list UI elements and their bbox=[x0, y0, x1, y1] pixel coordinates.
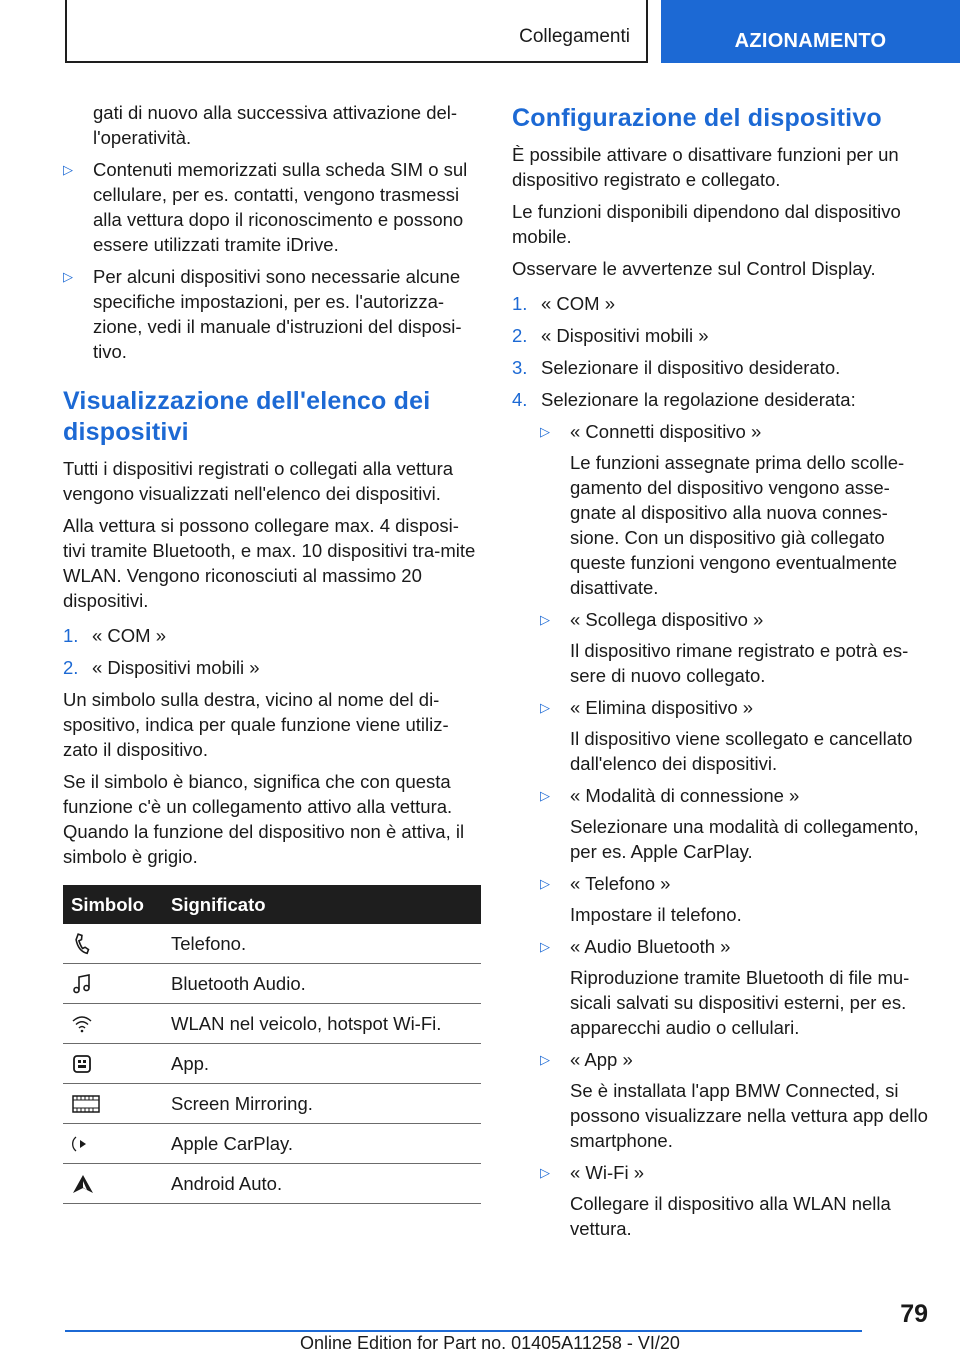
option-label: « Elimina dispositivo » bbox=[570, 697, 754, 718]
table-row bbox=[63, 924, 481, 964]
triangle-bullet-icon: ▷ bbox=[63, 162, 73, 177]
step-text: « COM » bbox=[92, 625, 167, 646]
option-label: « Modalità di connessione » bbox=[570, 785, 800, 806]
option-item bbox=[540, 934, 930, 1040]
option-description: Il dispositivo viene scollegato e cancellato dall'elenco dei dispositivi. bbox=[570, 728, 913, 774]
table-cell-meaning: App. bbox=[171, 1044, 481, 1084]
option-item bbox=[540, 695, 930, 776]
step-number: 3. bbox=[512, 357, 528, 378]
triangle-bullet-icon: ▷ bbox=[63, 269, 73, 284]
table-cell-meaning: Telefono. bbox=[171, 924, 481, 964]
option-label: « Scollega dispositivo » bbox=[570, 609, 764, 630]
table-cell-meaning: Apple CarPlay. bbox=[171, 1124, 481, 1164]
device-config-heading: Configurazione del dispositivo bbox=[512, 104, 882, 132]
option-description: Riproduzione tramite Bluetooth di file mu-sicali salvati su dispositivi esterni, per es. apparecchi audio o cellulari. bbox=[570, 967, 910, 1038]
paragraph: Tutti i dispositivi registrati o collegati alla vettura vengono visualizzati nell'elenco dei dispositivi. bbox=[63, 458, 454, 504]
option-label: « Telefono » bbox=[570, 873, 671, 894]
table-row bbox=[63, 964, 481, 1004]
paragraph: Osservare le avvertenze sul Control Display. bbox=[512, 258, 876, 279]
music-note-icon bbox=[71, 973, 93, 995]
step-text: Selezionare il dispositivo desiderato. bbox=[541, 357, 841, 378]
option-item bbox=[540, 871, 930, 927]
intro-continuation: gati di nuovo alla successiva attivazione del-l'operatività. bbox=[93, 102, 458, 148]
table-cell-meaning: Bluetooth Audio. bbox=[171, 964, 481, 1004]
option-item bbox=[540, 1047, 930, 1153]
android-auto-icon bbox=[71, 1173, 95, 1195]
triangle-bullet-icon: ▷ bbox=[540, 1052, 550, 1067]
right-column bbox=[512, 100, 930, 1248]
option-item bbox=[540, 783, 930, 864]
table-cell-meaning: Screen Mirroring. bbox=[171, 1084, 481, 1124]
option-item bbox=[540, 1160, 930, 1241]
table-row bbox=[63, 1084, 481, 1124]
screen-mirroring-icon bbox=[71, 1093, 101, 1115]
step-item bbox=[512, 387, 930, 412]
left-column bbox=[63, 100, 481, 1204]
option-label: « App » bbox=[570, 1049, 633, 1070]
carplay-icon bbox=[71, 1133, 93, 1155]
footer-divider bbox=[65, 1330, 862, 1332]
table-row bbox=[63, 1124, 481, 1164]
option-description: Impostare il telefono. bbox=[570, 904, 742, 925]
table-cell-meaning: Android Auto. bbox=[171, 1164, 481, 1204]
symbol-table bbox=[63, 885, 481, 1204]
step-item bbox=[512, 355, 930, 380]
triangle-bullet-icon: ▷ bbox=[540, 1165, 550, 1180]
option-label: « Audio Bluetooth » bbox=[570, 936, 731, 957]
option-label: « Wi-Fi » bbox=[570, 1162, 644, 1183]
column-header-meaning: Significato bbox=[171, 885, 481, 924]
option-description: Selezionare una modalità di collegamento, per es. Apple CarPlay. bbox=[570, 816, 919, 862]
step-number: 2. bbox=[63, 657, 79, 678]
table-row bbox=[63, 1044, 481, 1084]
step-number: 2. bbox=[512, 325, 528, 346]
paragraph: Alla vettura si possono collegare max. 4 disposi-tivi tramite Bluetooth, e max. 10 dispositivi tra-mite WLAN. Vengono riconosciuti al massimo 20 dispositivi. bbox=[63, 515, 476, 611]
page-number: 79 bbox=[900, 1300, 928, 1328]
triangle-bullet-icon: ▷ bbox=[540, 612, 550, 627]
option-description: Se è installata l'app BMW Connected, si possono visualizzare nella vettura app dello smartphone. bbox=[570, 1080, 928, 1151]
paragraph: Un simbolo sulla destra, vicino al nome del di-spositivo, indica per quale funzione viene utiliz-zato il dispositivo. bbox=[63, 689, 449, 760]
step-text: Selezionare la regolazione desiderata: bbox=[541, 389, 856, 410]
bullet-text: Per alcuni dispositivi sono necessarie alcune specifiche impostazioni, per es. l'autorizza-zione, vedi il manuale d'istruzioni del disposi-tivo. bbox=[93, 266, 462, 362]
triangle-bullet-icon: ▷ bbox=[540, 700, 550, 715]
table-row bbox=[63, 1004, 481, 1044]
chapter-title: AZIONAMENTO bbox=[734, 30, 887, 52]
option-description: Collegare il dispositivo alla WLAN nella vettura. bbox=[570, 1193, 891, 1239]
step-text: « Dispositivi mobili » bbox=[92, 657, 260, 678]
triangle-bullet-icon: ▷ bbox=[540, 939, 550, 954]
wifi-icon bbox=[71, 1013, 93, 1035]
step-text: « COM » bbox=[541, 293, 616, 314]
option-description: Le funzioni assegnate prima dello scolle-gamento del dispositivo vengono asse-gnate al dispositivo alla nuova connes-sione. Con un dispositivo già collegato queste funzioni vengono eventualmente disattivate. bbox=[570, 452, 905, 598]
bullet-item bbox=[63, 264, 481, 364]
triangle-bullet-icon: ▷ bbox=[540, 424, 550, 439]
paragraph: Le funzioni disponibili dipendono dal dispositivo mobile. bbox=[512, 201, 901, 247]
chapter-tab bbox=[661, 0, 960, 63]
option-item bbox=[540, 419, 930, 600]
bullet-item bbox=[63, 157, 481, 257]
section-title: Collegamenti bbox=[519, 26, 630, 47]
paragraph: Se il simbolo è bianco, significa che con questa funzione c'è un collegamento attivo alla vettura. Quando la funzione del dispositivo non è attiva, il simbolo è grigio. bbox=[63, 771, 465, 867]
column-header-symbol: Simbolo bbox=[63, 885, 171, 924]
paragraph: È possibile attivare o disattivare funzioni per un dispositivo registrato e collegato. bbox=[512, 144, 899, 190]
app-icon bbox=[71, 1053, 93, 1075]
table-row bbox=[63, 1164, 481, 1204]
step-item bbox=[63, 623, 481, 648]
step-item bbox=[512, 291, 930, 316]
triangle-bullet-icon: ▷ bbox=[540, 876, 550, 891]
option-label: « Connetti dispositivo » bbox=[570, 421, 762, 442]
step-number: 1. bbox=[63, 625, 79, 646]
step-text: « Dispositivi mobili » bbox=[541, 325, 709, 346]
option-item bbox=[540, 607, 930, 688]
step-item bbox=[63, 655, 481, 680]
edition-footer: Online Edition for Part no. 01405A11258 - VI/20 bbox=[300, 1333, 680, 1353]
step-number: 4. bbox=[512, 389, 528, 410]
triangle-bullet-icon: ▷ bbox=[540, 788, 550, 803]
bullet-text: Contenuti memorizzati sulla scheda SIM o sul cellulare, per es. contatti, vengono trasmessi alla vettura dopo il riconoscimento e possono essere utilizzati tramite iDrive. bbox=[93, 159, 468, 255]
step-item bbox=[512, 323, 930, 348]
option-description: Il dispositivo rimane registrato e potrà es-sere di nuovo collegato. bbox=[570, 640, 909, 686]
device-list-heading: Visualizzazione dell'elenco dei dispositivi bbox=[63, 387, 431, 446]
table-cell-meaning: WLAN nel veicolo, hotspot Wi-Fi. bbox=[171, 1004, 481, 1044]
table-header-row bbox=[63, 885, 481, 924]
phone-icon bbox=[71, 933, 93, 955]
header-section-box bbox=[65, 0, 648, 63]
step-number: 1. bbox=[512, 293, 528, 314]
